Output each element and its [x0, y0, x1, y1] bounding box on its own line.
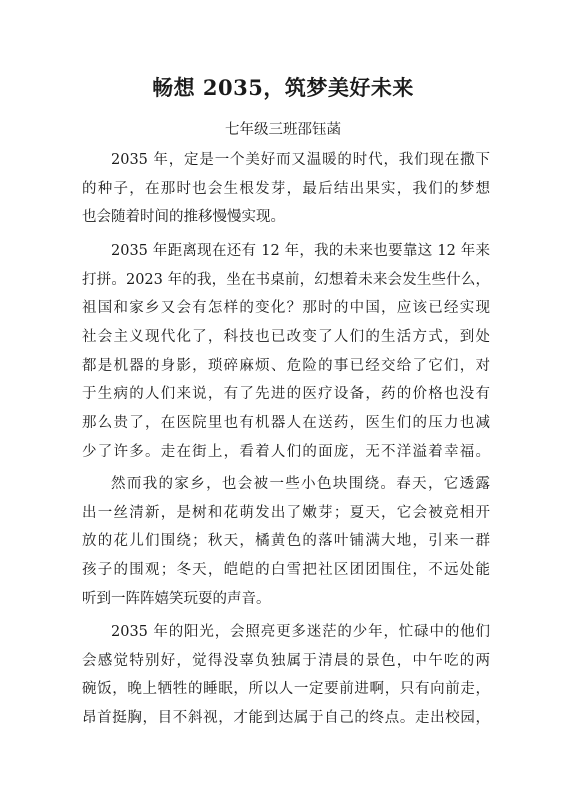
text-line: 那么贵了，在医院里也有机器人在送药，医生们的压力也减 — [82, 415, 490, 432]
paragraph-2 — [82, 237, 490, 467]
text-line: 祖国和家乡又会有怎样的变化？那时的中国，应该已经实现 — [82, 300, 490, 317]
text-line: 然而我的家乡，也会被一些小色块围绕。春天，它透露 — [111, 476, 490, 492]
text-line: 少了许多。走在街上，看着人们的面庞，无不洋溢着幸福。 — [82, 443, 490, 460]
text-line: 也会随着时间的推移慢慢实现。 — [82, 209, 285, 226]
text-line: 打拼。2023 年的我，坐在书桌前，幻想着未来会发生些什么， — [82, 271, 490, 288]
text-line: 于生病的人们来说，有了先进的医疗设备，药的价格也没有 — [82, 386, 490, 403]
text-line: 出一丝清新，是树和花萌发出了嫩芽；夏天，它会被竞相开 — [82, 504, 490, 521]
paragraph-1 — [82, 146, 490, 232]
author-byline: 七年级三班邵钰菡 — [225, 122, 341, 138]
text-line: 的种子，在那时也会生根发芽，最后结出果实，我们的梦想 — [82, 180, 490, 197]
paragraph-4 — [82, 618, 490, 733]
text-line: 社会主义现代化了，科技也已改变了人们的生活方式，到处 — [82, 329, 490, 346]
text-line: 孩子的围观；冬天，皑皑的白雪把社区团团围住，不远处能 — [82, 562, 490, 579]
text-line: 昂首挺胸，目不斜视，才能到达属于自己的终点。走出校园， — [82, 710, 490, 727]
document-title: 畅想 2035，筑梦美好未来 — [152, 75, 414, 100]
paragraph-3 — [82, 470, 490, 613]
text-line: 2035 年的阳光，会照亮更多迷茫的少年，忙碌中的他们 — [111, 624, 490, 640]
text-line: 都是机器的身影，琐碎麻烦、危险的事已经交给了它们，对 — [82, 357, 490, 374]
text-line: 会感觉特别好，觉得没辜负独属于清晨的景色，中午吃的两 — [82, 652, 490, 669]
text-line: 听到一阵阵嬉笑玩耍的声音。 — [82, 590, 271, 607]
text-line: 碗饭，晚上牺牲的睡眠，所以人一定要前进啊，只有向前走， — [82, 681, 490, 698]
text-line: 2035 年距离现在还有 12 年，我的未来也要靠这 12 年来 — [111, 243, 490, 259]
text-line: 2035 年，定是一个美好而又温暖的时代，我们现在撒下 — [111, 152, 490, 168]
text-line: 放的花儿们围绕；秋天，橘黄色的落叶铺满大地，引来一群 — [82, 533, 490, 550]
